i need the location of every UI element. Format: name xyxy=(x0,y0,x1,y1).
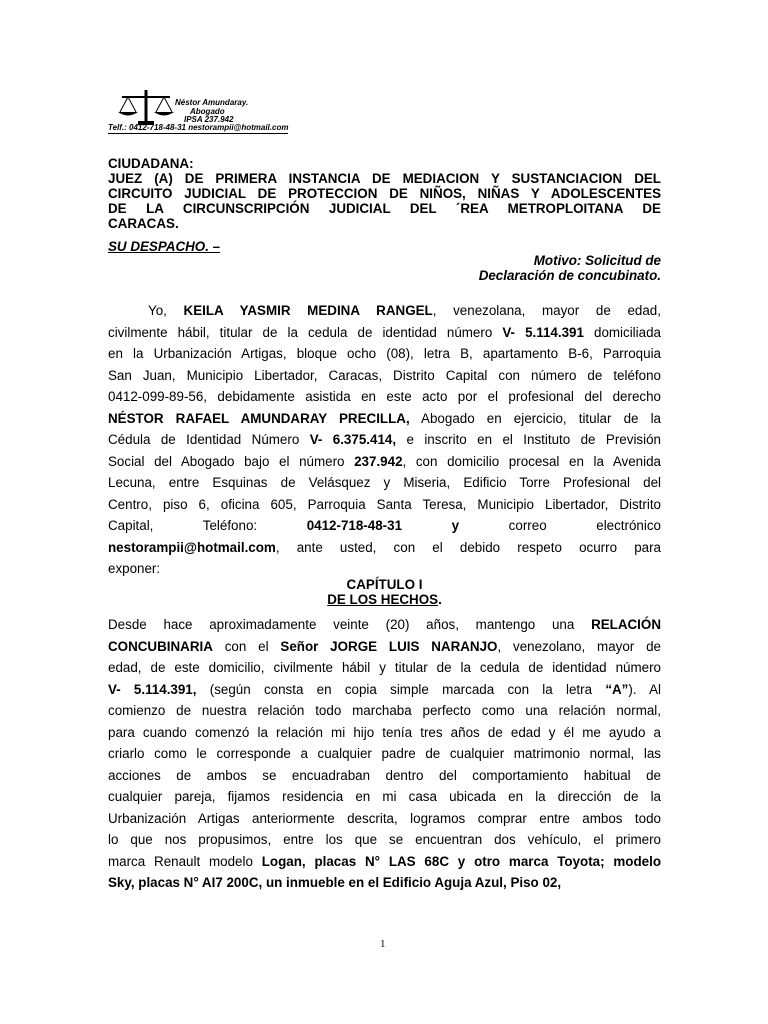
paragraph-line xyxy=(108,829,661,851)
text-run: lo que nos propusimos, entre los que se encuentran dos vehículo, el primero xyxy=(108,832,661,847)
chapter-title xyxy=(108,592,661,607)
chapter-title-suffix: . xyxy=(438,592,442,607)
bold-text-run: Logan, placas N° LAS 68C y otro marca Toyota; modelo xyxy=(261,853,661,869)
text-run: en la Urbanización Artigas, bloque ocho (08), letra B, apartamento B-6, Parroquia xyxy=(108,346,661,361)
paragraph-line xyxy=(108,808,661,830)
text-run: Social del Abogado bajo el número xyxy=(108,453,355,469)
addressee-line: DE LA CIRCUNSCRIPCIÓN JUDICIAL DEL ´REA METROPLOITANA DE xyxy=(108,201,661,216)
bold-text-run: 0412-718-48-31 y xyxy=(306,518,460,533)
text-run: e inscrito en el Instituto de Previsión xyxy=(396,432,661,447)
page-number: 1 xyxy=(380,938,386,950)
paragraph-line xyxy=(108,872,661,894)
bold-text-run: Sky, placas N° AI7 200C, un inmueble en el Edificio Aguja Azul, Piso 02, xyxy=(108,875,562,890)
addressee-line: CIRCUITO JUDICIAL DE PROTECCION DE NIÑOS, NIÑAS Y ADOLESCENTES xyxy=(108,186,661,201)
text-run: para cuando comenzó la relación mi hijo tenía tres años de edad y él me ayudo a xyxy=(108,724,661,740)
text-run: Yo, xyxy=(148,303,184,318)
paragraph-line xyxy=(108,472,661,494)
paragraph-line xyxy=(108,657,661,679)
motivo-block xyxy=(479,253,661,283)
letterhead xyxy=(108,86,313,136)
text-run: San Juan, Municipio Libertador, Caracas, Distrito Capital con número de teléfono xyxy=(108,367,661,383)
paragraph-line xyxy=(108,515,661,537)
text-run: acciones de ambos se encuadraban dentro del comportamiento habitual de xyxy=(108,767,661,783)
bold-text-run: V- 5.114.391, xyxy=(108,681,197,697)
paragraph-line xyxy=(108,300,661,322)
bold-text-run: NÉSTOR RAFAEL AMUNDARAY PRECILLA, xyxy=(108,410,410,426)
text-run: , con domicilio procesal en la Avenida xyxy=(402,453,661,469)
scales-of-justice-icon xyxy=(116,88,176,128)
paragraph-line xyxy=(108,386,661,408)
text-run: , ante usted, con el debido respeto ocurro para xyxy=(275,539,661,555)
paragraph-hechos xyxy=(108,614,661,894)
paragraph-line xyxy=(108,786,661,808)
text-run: Abogado en ejercicio, titular de la xyxy=(409,410,661,426)
paragraph-introduction xyxy=(108,300,661,580)
addressee-line: CARACAS. xyxy=(108,216,179,231)
bold-text-run: V- 6.375.414, xyxy=(309,432,397,447)
text-run: , venezolano, mayor de xyxy=(497,638,661,654)
text-run: exponer: xyxy=(108,561,161,576)
text-run: marca Renault modelo xyxy=(108,853,262,869)
paragraph-line xyxy=(108,537,661,559)
paragraph-line xyxy=(108,851,661,873)
paragraph-line xyxy=(108,700,661,722)
paragraph-line xyxy=(108,408,661,430)
letterhead-name: Néstor Amundaray. xyxy=(175,98,249,107)
paragraph-line xyxy=(108,636,661,658)
motivo-line-2: Declaración de concubinato. xyxy=(478,268,661,283)
paragraph-line xyxy=(108,743,661,765)
text-run: Capital, Teléfono: xyxy=(108,518,307,533)
paragraph-line xyxy=(108,365,661,387)
text-run: ). Al xyxy=(628,681,661,697)
bold-text-run: V- 5.114.391 xyxy=(502,324,584,340)
letterhead-title: Abogado xyxy=(190,107,225,116)
text-run: criarlo como le corresponde a cualquier padre de cualquier matrimonio normal, las xyxy=(108,746,661,761)
chapter-title-text: DE LOS HECHOS xyxy=(327,592,439,607)
paragraph-line xyxy=(108,322,661,344)
text-run: Cédula de Identidad Número xyxy=(108,432,310,447)
su-despacho-heading: SU DESPACHO. – xyxy=(108,239,221,254)
paragraph-line xyxy=(108,679,661,701)
letterhead-ipsa: IPSA 237.942 xyxy=(184,115,234,124)
motivo-line-1: Motivo: Solicitud de xyxy=(533,253,661,268)
paragraph-line xyxy=(108,451,661,473)
text-run: Desde hace aproximadamente veinte (20) años, mantengo una xyxy=(108,617,592,632)
text-run: Urbanización Artigas anteriormente descrita, logramos comprar entre ambos todo xyxy=(108,810,661,826)
text-run: 0412-099-89-56, debidamente asistida en este acto por el profesional del derecho xyxy=(108,389,661,404)
paragraph-line xyxy=(108,614,661,636)
addressee-line: JUEZ (A) DE PRIMERA INSTANCIA DE MEDIACION Y SUSTANCIACION DEL xyxy=(108,171,661,186)
text-run: , venezolana, mayor de edad, xyxy=(432,303,661,318)
bold-text-run: Señor JORGE LUIS NARANJO xyxy=(280,638,498,654)
text-run: comienzo de nuestra relación todo marchaba perfecto como una relación normal, xyxy=(108,703,661,718)
paragraph-line xyxy=(108,494,661,516)
chapter-number: CAPÍTULO I xyxy=(346,577,423,592)
text-run: edad, de este domicilio, civilmente hábil y titular de la cedula de identidad número xyxy=(108,660,661,675)
bold-text-run: nestorampii@hotmail.com xyxy=(108,539,276,555)
text-run: Lecuna, entre Esquinas de Velásquez y Miseria, Edificio Torre Profesional del xyxy=(108,475,661,490)
text-run: cualquier pareja, fijamos residencia en mi casa ubicada en la dirección de la xyxy=(108,789,661,804)
text-run: domiciliada xyxy=(583,324,661,340)
bold-text-run: “A” xyxy=(605,681,629,697)
bold-text-run: 237.942 xyxy=(354,453,403,469)
letterhead-contact: Telf.: 0412-718-48-31 nestorampii@hotmail.com xyxy=(108,123,289,132)
text-run: civilmente hábil, titular de la cedula de identidad número xyxy=(108,324,503,340)
addressee-line: CIUDADANA: xyxy=(108,156,194,171)
paragraph-line xyxy=(108,429,661,451)
text-run: Centro, piso 6, oficina 605, Parroquia Santa Teresa, Municipio Libertador, Distrito xyxy=(108,496,661,512)
addressee-block xyxy=(108,156,661,231)
paragraph-line xyxy=(108,343,661,365)
bold-text-run: KEILA YASMIR MEDINA RANGEL xyxy=(183,303,433,318)
text-run: con el xyxy=(212,638,281,654)
bold-text-run: CONCUBINARIA xyxy=(108,638,213,654)
text-run: (según consta en copia simple marcada con la letra xyxy=(196,681,606,697)
paragraph-line xyxy=(108,765,661,787)
paragraph-line xyxy=(108,722,661,744)
bold-text-run: RELACIÓN xyxy=(591,617,661,632)
text-run: correo electrónico xyxy=(459,518,661,533)
